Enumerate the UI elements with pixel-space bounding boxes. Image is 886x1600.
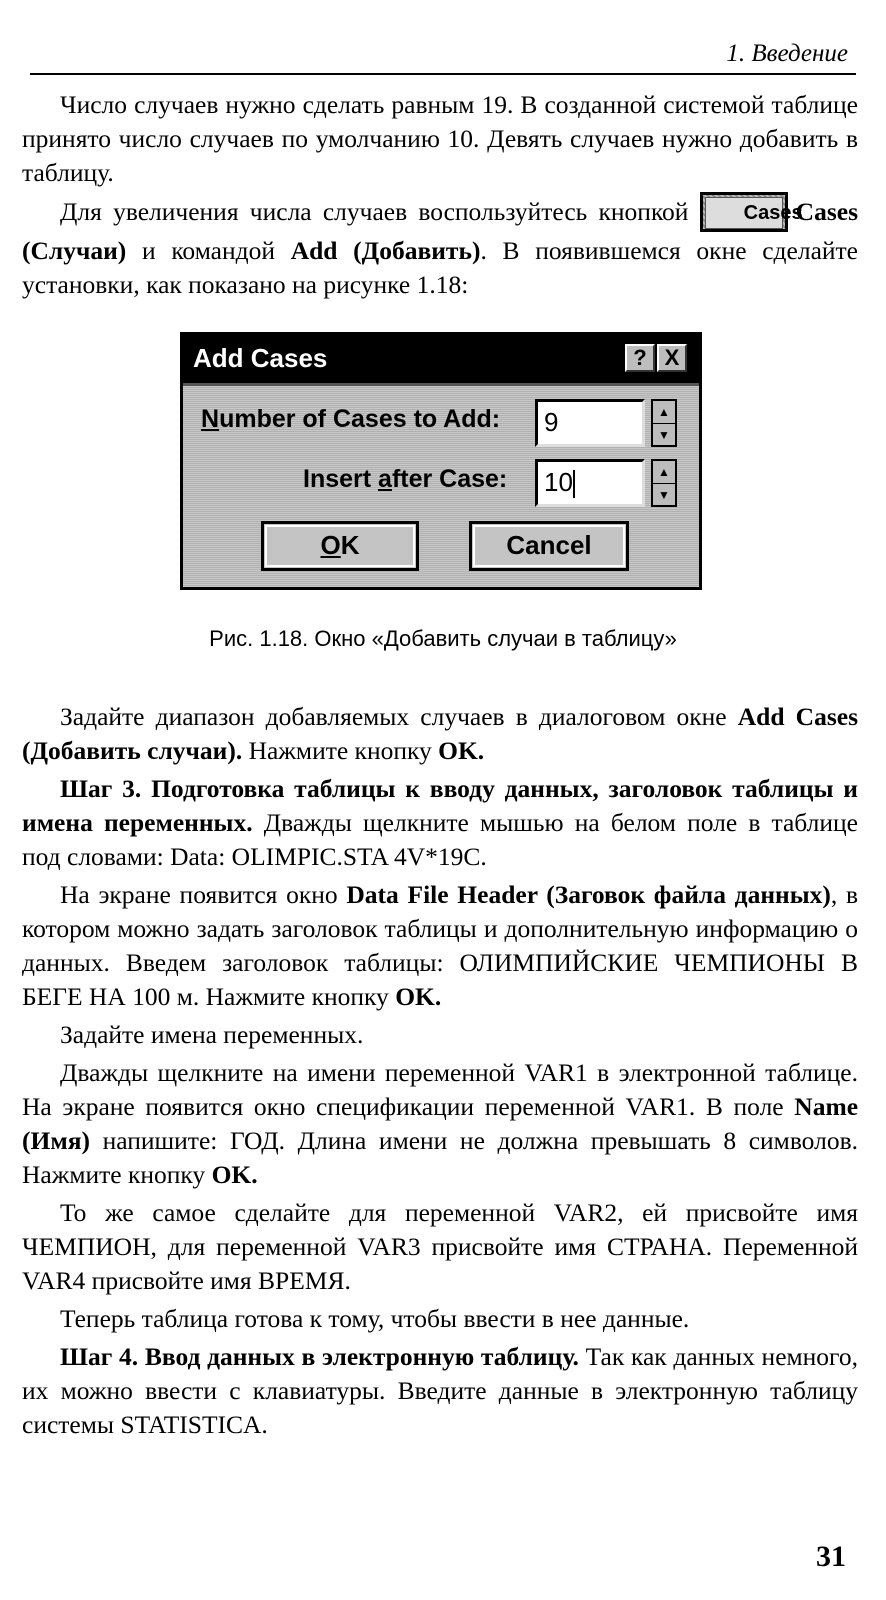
paragraph-text: Для увеличения числа случаев воспользуйтесь кнопкой xyxy=(60,196,689,226)
dialog-title: Add Cases xyxy=(193,343,328,373)
paragraph-text: Так как данных немного, их можно ввести с клавиатуры. Введите данные в электронную таблицу системы STATISTICA. xyxy=(22,1342,858,1439)
step-heading: Шаг 3. Подготовка таблицы к вводу данных, заголовок таблицы и имена переменных. xyxy=(22,774,858,837)
bold-term: OK. xyxy=(211,1160,258,1189)
paragraph-text: На экране появится окно xyxy=(60,880,338,909)
paragraph-step3 xyxy=(22,772,858,874)
paragraph-text: , в котором можно задать заголовок таблицы и дополнительную информацию о данных. Введем заголовок таблицы: ОЛИМПИЙСКИЕ ЧЕМПИОНЫ В БЕГЕ НА 100 м. Нажмите кнопку xyxy=(22,880,858,1011)
body-text xyxy=(22,700,858,1446)
paragraph-ready: Теперь таблица готова к тому, чтобы ввести в нее данные. xyxy=(60,1304,690,1333)
label-mnemonic: a xyxy=(378,465,392,493)
cancel-button[interactable]: Cancel xyxy=(469,521,629,571)
spin-up-icon[interactable]: ▲ xyxy=(653,461,675,484)
insert-after-spinner[interactable] xyxy=(651,459,677,507)
cases-icon-label: Cases xyxy=(705,197,783,229)
number-of-cases-input[interactable] xyxy=(535,399,645,447)
intro-text xyxy=(22,88,858,306)
page-number: 31 xyxy=(816,1540,846,1573)
paragraph-text: Дважды щелкните на имени переменной VAR1 в электронной таблице. На экране появится окно спецификации переменной VAR1. В поле xyxy=(22,1058,858,1121)
dialog-titlebar xyxy=(183,335,699,386)
paragraph-add-cases xyxy=(22,700,858,768)
label-text: Insert xyxy=(303,465,379,493)
step-heading: Шаг 4. Ввод данных в электронную таблицу. xyxy=(60,1342,579,1371)
insert-after-input[interactable] xyxy=(535,459,645,507)
paragraph-text: Дважды щелкните мышью на белом поле в таблице под словами: Data: OLIMPIC.STA 4V*19C. xyxy=(22,808,858,871)
label-text: fter Case: xyxy=(391,465,508,493)
number-of-cases-label xyxy=(201,405,500,434)
text-caret xyxy=(573,470,575,498)
cases-toolbar-icon xyxy=(700,192,803,232)
spin-up-icon[interactable]: ▲ xyxy=(653,401,675,424)
bold-term: OK. xyxy=(438,736,485,765)
input-value: 10 xyxy=(544,467,573,497)
header-rule xyxy=(30,73,856,75)
paragraph-file-header xyxy=(22,878,858,1014)
paragraph-text: Задайте диапазон добавляемых случаев в диалоговом окне xyxy=(60,702,727,731)
paragraph-step4 xyxy=(22,1340,858,1442)
paragraph-var2-var4: То же самое сделайте для переменной VAR2, ей присвойте имя ЧЕМПИОН, для переменной VAR3 присвойте имя СТРАНА. Переменной VAR4 присвойте имя ВРЕМЯ. xyxy=(22,1198,858,1295)
add-cases-dialog xyxy=(180,332,702,590)
bold-term: Add (Добавить) xyxy=(290,236,481,265)
close-button[interactable]: X xyxy=(657,344,687,372)
label-mnemonic: N xyxy=(201,405,220,433)
figure-caption: Рис. 1.18. Окно «Добавить случаи в таблицу» xyxy=(209,626,677,651)
paragraph-cases-button xyxy=(22,194,858,302)
paragraph-text: напишите: ГОД. Длина имени не должна превышать 8 символов. Нажмите кнопку xyxy=(22,1126,858,1189)
bold-term: Data File Header (Заговок файла данных) xyxy=(346,880,831,909)
paragraph-variable-names: Задайте имена переменных. xyxy=(60,1020,364,1049)
input-value: 9 xyxy=(544,407,559,437)
running-head: 1. Введение xyxy=(726,40,848,67)
paragraph-var1 xyxy=(22,1056,858,1192)
spin-down-icon[interactable]: ▼ xyxy=(658,428,670,442)
bold-term: Add Cases (Добавить случаи). xyxy=(22,702,858,765)
insert-after-label xyxy=(303,465,507,494)
paragraph-text: и командой xyxy=(141,236,275,265)
bold-term: OK. xyxy=(395,982,442,1011)
spin-down-icon[interactable]: ▼ xyxy=(658,488,670,502)
button-mnemonic: O xyxy=(320,530,341,560)
paragraph-text: Нажмите кнопку xyxy=(248,736,432,765)
number-of-cases-spinner[interactable] xyxy=(651,399,677,447)
bold-term: Name (Имя) xyxy=(22,1092,859,1155)
label-text: umber of Cases to Add: xyxy=(219,405,501,433)
paragraph-text: . В появившемся окне сделайте установки, как показано на рисунке 1.18: xyxy=(22,236,858,299)
bold-term: Cases (Случаи) xyxy=(22,196,858,265)
help-button[interactable]: ? xyxy=(625,344,655,372)
ok-button[interactable] xyxy=(261,521,419,571)
button-label: K xyxy=(340,530,360,560)
paragraph-case-count: Число случаев нужно сделать равным 19. В созданной системой таблице принято число случаев по умолчанию 10. Девять случаев нужно добавить в таблицу. xyxy=(22,90,858,187)
